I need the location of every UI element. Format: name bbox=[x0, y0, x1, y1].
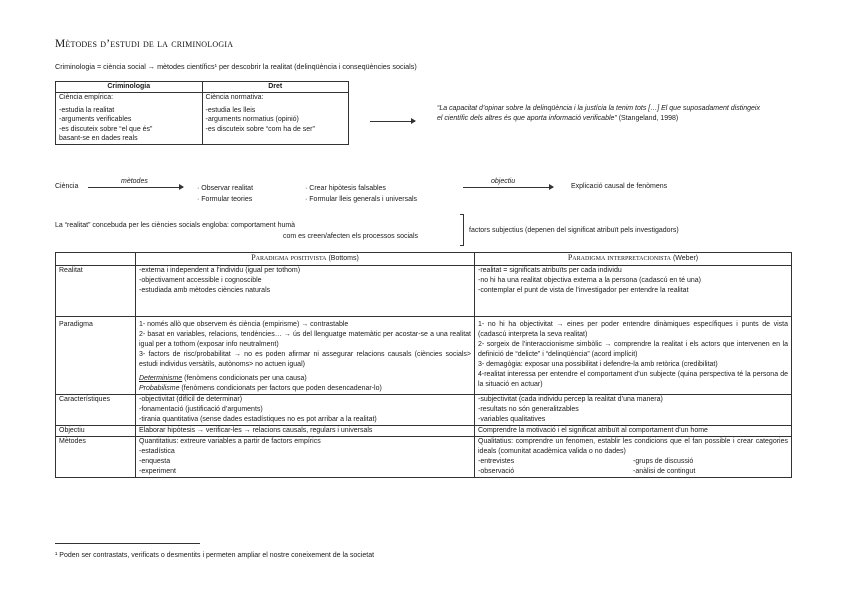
probabilisme-line bbox=[139, 384, 471, 394]
dret-line: -es discuteix sobre “com ha de ser” bbox=[205, 125, 315, 133]
cell-positivista bbox=[136, 266, 475, 317]
intro-definition: Criminologia = ciència social → mètodes científics¹ per descobrir la realitat (delinqüència i conseqüències socials) bbox=[55, 62, 417, 71]
ciencia-label: Ciència bbox=[55, 183, 79, 190]
criminologia-line: basant-se en dades reals bbox=[59, 135, 138, 143]
cell-line: -enquesta bbox=[139, 458, 171, 465]
methods-list-a bbox=[197, 183, 253, 205]
quote-text: “La capacitat d’opinar sobre la delinqüència i la justícia la tenim tots […] El que suposadament distingeix el científic dels altres és que aporta informació verificable” bbox=[437, 105, 760, 122]
method-item: -observació bbox=[478, 468, 515, 475]
comparison-table-criminologia-dret bbox=[55, 81, 349, 145]
table-row bbox=[56, 395, 792, 426]
term-determinisme: Determinisme bbox=[139, 375, 183, 382]
method-item: -entrevistes bbox=[478, 458, 515, 465]
method-pair bbox=[478, 457, 788, 467]
ciencia-goal: Explicació causal de fenòmens bbox=[571, 183, 668, 190]
cell-interpretacionista bbox=[475, 266, 792, 317]
cell-line: 1- no hi ha objectivitat → eines per poder entendre dinàmiques específiques i punts de vista (cadascú interpreta la seva realitat) bbox=[478, 321, 788, 338]
cell-interpretacionista bbox=[475, 317, 792, 395]
row-label: Paradigma bbox=[56, 317, 136, 395]
paradigm-table bbox=[55, 252, 792, 478]
realitat-right: factors subjectius (depenen del significat atribuït pels investigadors) bbox=[469, 227, 679, 234]
cell-line: Qualitatius: comprendre un fenomen, establir les condicions que el fan possible i crear categories ideals (comunitat acadèmica valida o no dades) bbox=[478, 438, 788, 455]
term-probabilisme: Probabilisme bbox=[139, 385, 180, 392]
page-title: Mètodes d’estudi de la criminologia bbox=[55, 38, 234, 50]
cell-line: 3- factors de risc/probabilitat → no es poden afirmar ni assegurar relacions causals (ciències socials> estudi individus versàtils, autònoms> no actuen igual) bbox=[139, 351, 471, 368]
cell-line: -estadística bbox=[139, 448, 175, 455]
criminologia-line: -es discuteix sobre “el que és” bbox=[59, 125, 153, 133]
cell-interpretacionista: Comprendre la motivació i el significat atribuït al comportament d’un home bbox=[475, 426, 792, 437]
cell-line: -fonamentació (justificació d’arguments) bbox=[139, 406, 263, 413]
cell-line: -externa i independent a l’individu (igual per tothom) bbox=[139, 267, 301, 274]
row-label: Característiques bbox=[56, 395, 136, 426]
determinisme-def: (fenòmens condicionats per una causa) bbox=[184, 375, 307, 382]
cell-line: -estudiada amb mètodes ciències naturals bbox=[139, 287, 271, 294]
method-item: · Formular teories bbox=[197, 196, 253, 203]
table-row bbox=[56, 426, 792, 437]
arrow-icon bbox=[88, 187, 183, 188]
cell-line: -experiment bbox=[139, 468, 176, 475]
cell-line: 3- demagògia: exposar una possibilitat i defendre-la amb retòrica (credibilitat) bbox=[478, 361, 718, 368]
header-criminologia: Criminologia bbox=[56, 82, 203, 93]
header-interp-author: (Weber) bbox=[672, 255, 699, 262]
method-item: · Crear hipòtesis falsables bbox=[305, 185, 386, 192]
realitat-line-1: La “realitat” concebuda per les ciències socials engloba: comportament humà bbox=[55, 222, 296, 229]
header-empty bbox=[56, 253, 136, 266]
header-dret: Dret bbox=[202, 82, 349, 93]
table-row bbox=[56, 437, 792, 478]
method-item: -anàlisi de contingut bbox=[633, 468, 696, 475]
dret-line: -estudia les lleis bbox=[205, 106, 256, 114]
row-label: Mètodes bbox=[56, 437, 136, 478]
cell-line: -no hi ha una realitat objectiva externa a la persona (cadascú en té una) bbox=[478, 277, 701, 284]
brace-icon bbox=[460, 214, 464, 246]
row-label: Realitat bbox=[56, 266, 136, 317]
header-positivista-title: Paradigma positivista bbox=[251, 253, 327, 262]
method-item: · Observar realitat bbox=[197, 185, 254, 192]
cell-line: 1- només allò que observem és ciència (empirisme) → contrastable bbox=[139, 321, 349, 328]
cell-line: -resultats no són generalitzables bbox=[478, 406, 579, 413]
realitat-line-2: com es creen/afecten els processos socials bbox=[283, 233, 419, 240]
cell-line: -tirania quantitativa (sense dades estadístiques no es pot arribar a la realitat) bbox=[139, 416, 377, 423]
cell-line: -contemplar el punt de vista de l’investigador per entendre la realitat bbox=[478, 287, 689, 294]
quote-source: (Stangeland, 1998) bbox=[618, 115, 679, 122]
dret-line: -arguments normatius (opinió) bbox=[205, 116, 299, 124]
probabilisme-def: (fenòmens condicionats per factors que poden desencadenar-lo) bbox=[181, 385, 382, 392]
criminologia-line: -arguments verificables bbox=[59, 116, 132, 124]
method-item: · Formular lleis generals i universals bbox=[305, 196, 418, 203]
cell-interpretacionista bbox=[475, 437, 792, 478]
arrow-label-metodes: mètodes bbox=[121, 178, 148, 185]
determinisme-line bbox=[139, 374, 471, 384]
cell-line: Quantitatius: extreure variables a partir de factors empírics bbox=[139, 438, 321, 445]
cell-line: -objectivament accessible i cognoscible bbox=[139, 277, 262, 284]
cell-line: -subjectivitat (cada individu percep la realitat d’una manera) bbox=[478, 396, 663, 403]
method-item: -grups de discussió bbox=[633, 458, 694, 465]
row-label: Objectiu bbox=[56, 426, 136, 437]
criminologia-line: -estudia la realitat bbox=[59, 106, 115, 114]
table-row bbox=[56, 266, 792, 317]
cell-criminologia bbox=[56, 93, 203, 145]
cell-dret bbox=[202, 93, 349, 145]
footnote: ¹ Poden ser contrastats, verificats o desmentits i permeten ampliar el nostre coneixement de la societat bbox=[55, 552, 375, 559]
cell-line: 2- sorgeix de l’interaccionisme simbòlic → comprendre la realitat i els actors que intervenen en la definició de “delicte” i “delinqüència” (acord implícit) bbox=[478, 341, 788, 358]
cell-line: -variables qualitatives bbox=[478, 416, 546, 423]
cell-line: 2- basat en variables, relacions, tendències… → ús del llenguatge matemàtic per acostar-se a una realitat igual per a tothom (exposar info neutralment) bbox=[139, 331, 471, 348]
footnote-divider bbox=[55, 543, 200, 544]
header-positivista-author: (Bottoms) bbox=[328, 255, 359, 262]
table-row bbox=[56, 317, 792, 395]
stangeland-quote bbox=[437, 104, 762, 124]
cell-interpretacionista bbox=[475, 395, 792, 426]
arrow-icon bbox=[370, 121, 415, 122]
header-interp-title: Paradigma interpretacionista bbox=[567, 253, 672, 262]
arrow-icon bbox=[463, 187, 553, 188]
header-interpretacionista bbox=[475, 253, 792, 266]
criminologia-title: Ciència empírica: bbox=[59, 94, 114, 101]
arrow-label-objectiu: objectiu bbox=[491, 178, 516, 185]
cell-positivista bbox=[136, 317, 475, 395]
methods-list-b bbox=[305, 183, 417, 205]
cell-positivista bbox=[136, 437, 475, 478]
dret-title: Ciència normativa: bbox=[205, 94, 264, 101]
cell-positivista bbox=[136, 395, 475, 426]
cell-positivista: Elaborar hipòtesis → verificar-les → relacions causals, regulars i universals bbox=[136, 426, 475, 437]
cell-line: -objectivitat (difícil de determinar) bbox=[139, 396, 243, 403]
cell-line: 4-realitat interessa per entendre el comportament d’un subjecte (quina perspectiva té la persona de la situació en actuar) bbox=[478, 371, 788, 388]
method-pair bbox=[478, 467, 788, 477]
header-positivista bbox=[136, 253, 475, 266]
cell-line: -realitat = significats atribuïts per cada individu bbox=[478, 267, 622, 274]
